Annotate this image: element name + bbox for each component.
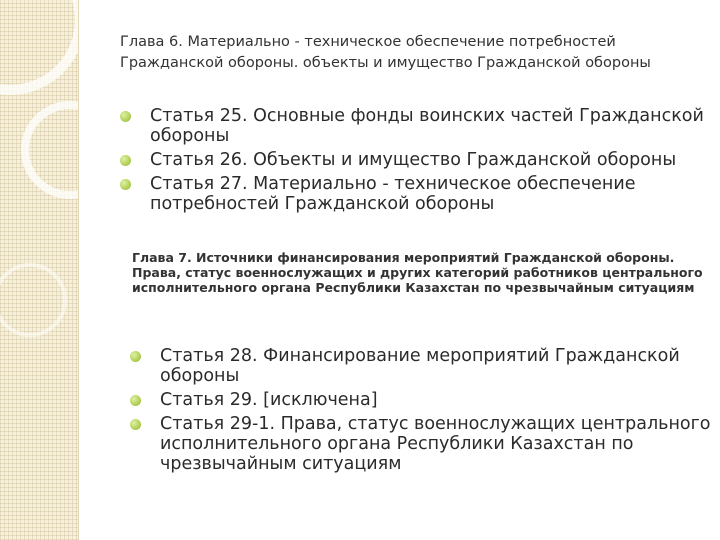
list-item xyxy=(130,414,720,474)
list-item xyxy=(120,106,710,146)
decorative-sidebar xyxy=(0,0,79,540)
bullet-icon xyxy=(130,419,141,430)
bullet-icon xyxy=(130,351,141,362)
bullet-icon xyxy=(120,111,131,122)
list-item xyxy=(130,346,720,386)
bullet-icon xyxy=(130,395,141,406)
chapter7-article-list xyxy=(130,346,720,478)
article-text: Статья 28. Финансирование мероприятий Гражданской обороны xyxy=(160,346,680,386)
chapter6-article-list xyxy=(120,106,710,218)
list-item xyxy=(120,150,710,170)
article-text: Статья 27. Материально - техническое обеспечение потребностей Гражданской обороны xyxy=(150,174,636,214)
bullet-icon xyxy=(120,179,131,190)
list-item xyxy=(130,390,720,410)
decorative-circles-icon xyxy=(0,0,78,540)
article-text: Статья 29. [исключена] xyxy=(160,390,378,410)
chapter6-title: Глава 6. Материально - техническое обеспечение потребностей Гражданской обороны. объекты и имущество Гражданской обороны xyxy=(120,34,651,71)
chapter7-title: Глава 7. Источники финансирования мероприятий Гражданской обороны. Права, статус военнослужащих и других категорий работников центрального исполнительного органа Республики Казахстан по чрезвычайным ситуациям xyxy=(132,250,703,295)
bullet-icon xyxy=(120,155,131,166)
article-text: Статья 29-1. Права, статус военнослужащих центрального исполнительного органа Республики Казахстан по чрезвычайным ситуациям xyxy=(160,414,711,474)
article-text: Статья 26. Объекты и имущество Гражданской обороны xyxy=(150,150,677,170)
article-text: Статья 25. Основные фонды воинских частей Гражданской обороны xyxy=(150,106,704,146)
list-item xyxy=(120,174,710,214)
